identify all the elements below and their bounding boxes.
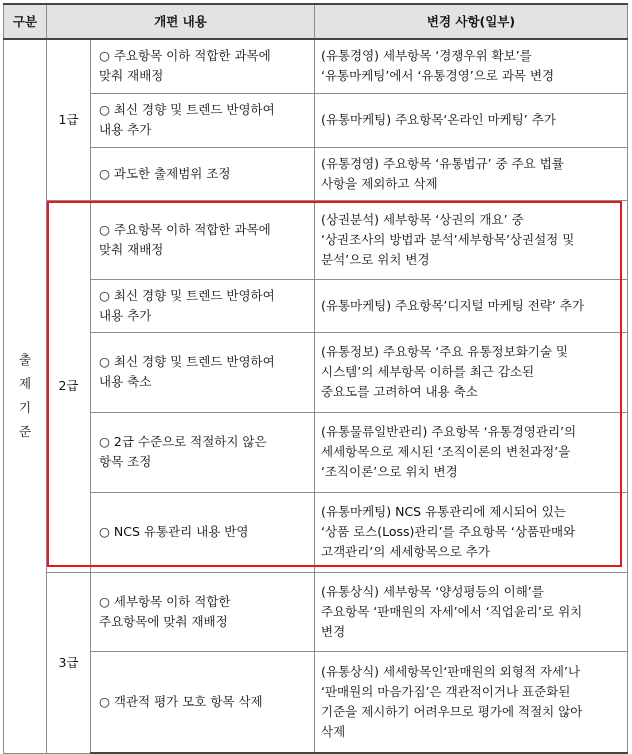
table-row [4, 200, 628, 279]
table-row [4, 651, 628, 753]
table-row [4, 93, 628, 147]
change-detail: (유통물류일반관리) 주요항목 ‘유통경영관리’의 세세항목으로 제시된 ‘조직이론의 변천과정’을 ‘조직이론’으로 위치 변경 [315, 412, 628, 492]
table-row [4, 412, 628, 492]
change-detail: (유통정보) 주요항목 ‘주요 유통정보화기술 및 시스템’의 세부항목 이하를 최근 감소된 중요도를 고려하여 내용 축소 [315, 332, 628, 412]
change-content: ○ 세부항목 이하 적합한 주요항목에 맞춰 재배정 [91, 572, 315, 651]
curriculum-change-table [3, 3, 628, 754]
table-row [4, 147, 628, 200]
header-detail: 변경 사항(일부) [315, 4, 628, 39]
change-detail: (유통상식) 세부항목 ‘양성평등의 이해’를 주요항목 ‘판매원의 자세’에서 ‘직업윤리’로 위치 변경 [315, 572, 628, 651]
change-detail: (유통마케팅) 주요항목’디지털 마케팅 전략’ 추가 [315, 279, 628, 332]
level-2-cell: 2급 [47, 200, 91, 572]
change-content: ○ 주요항목 이하 적합한 과목에 맞춰 재배정 [91, 39, 315, 93]
header-row [4, 4, 628, 39]
header-content: 개편 내용 [47, 4, 315, 39]
level-3-cell: 3급 [47, 572, 91, 753]
header-category: 구분 [4, 4, 47, 39]
change-content: ○ 최신 경향 및 트렌드 반영하여 내용 추가 [91, 93, 315, 147]
category-cell [4, 39, 47, 753]
category-char: 기 [18, 400, 32, 416]
category-char: 제 [18, 376, 32, 392]
change-detail: (유통경영) 세부항목 ‘경쟁우위 확보’를 ‘유통마케팅’에서 ‘유통경영’으로 과목 변경 [315, 39, 628, 93]
change-content: ○ 최신 경향 및 트렌드 반영하여 내용 추가 [91, 279, 315, 332]
change-content: ○ NCS 유통관리 내용 반영 [91, 492, 315, 572]
change-content: ○ 객관적 평가 모호 항목 삭제 [91, 651, 315, 753]
change-detail: (유통상식) 세세항목인‘판매원의 외형적 자세’나 ‘판매원의 마음가짐’은 객관적이거나 표준화된 기준을 제시하기 어려우므로 평가에 적절치 않아 삭제 [315, 651, 628, 753]
table-row [4, 492, 628, 572]
category-char: 출 [18, 352, 32, 368]
change-content: ○ 최신 경향 및 트렌드 반영하여 내용 축소 [91, 332, 315, 412]
table-row [4, 39, 628, 93]
level-1-cell: 1급 [47, 39, 91, 200]
change-content: ○ 2급 수준으로 적절하지 않은 항목 조정 [91, 412, 315, 492]
table-row [4, 279, 628, 332]
change-detail: (상권분석) 세부항목 ‘상권의 개요’ 중 ‘상권조사의 방법과 분석’세부항목’상권설정 및 분석’으로 위치 변경 [315, 200, 628, 279]
change-detail: (유통마케팅) NCS 유통관리에 제시되어 있는 ‘상품 로스(Loss)관리’를 주요항목 ‘상품판매와 고객관리’의 세세항목으로 추가 [315, 492, 628, 572]
change-detail: (유통마케팅) 주요항목‘온라인 마케팅’ 추가 [315, 93, 628, 147]
category-char: 준 [18, 424, 32, 440]
table-row [4, 572, 628, 651]
change-content: ○ 주요항목 이하 적합한 과목에 맞춰 재배정 [91, 200, 315, 279]
table-row [4, 332, 628, 412]
change-detail: (유통경영) 주요항목 ‘유통법규’ 중 주요 법률 사항을 제외하고 삭제 [315, 147, 628, 200]
change-content: ○ 과도한 출제범위 조정 [91, 147, 315, 200]
